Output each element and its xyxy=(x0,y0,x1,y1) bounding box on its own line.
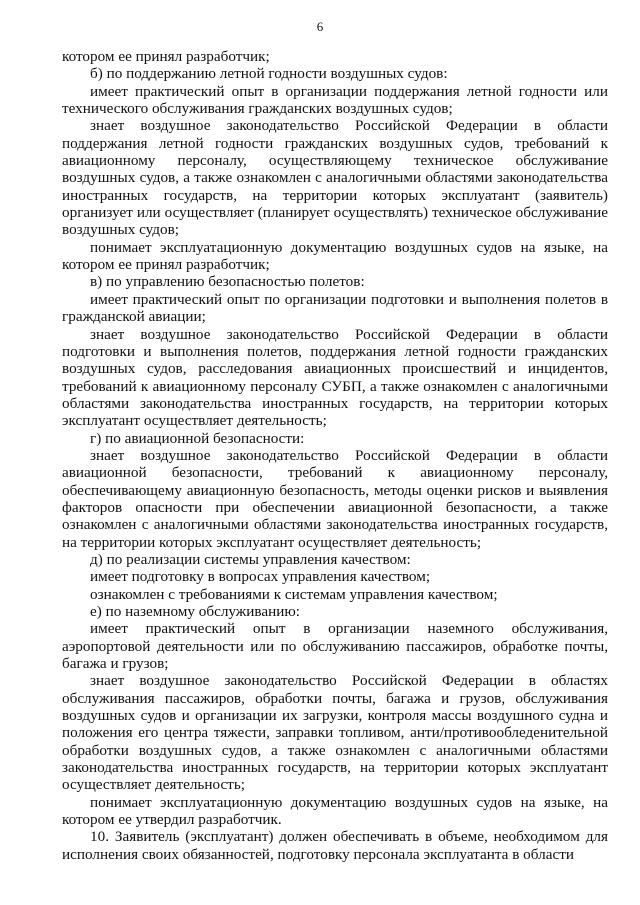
page-number: 6 xyxy=(316,19,324,34)
paragraph: имеет практический опыт в организации поддержания летной годности или технического обслуживания гражданских воздушных судов; xyxy=(62,82,608,118)
paragraph: знает воздушное законодательство Российской Федерации в областях обслуживания пассажиров, обработки почты, багажа и грузов, обслуживания воздушных судов и организации их загрузки, контроля массы воздушного судна и положения его центра тяжести, заправки топливом, анти/противообледенительной обработки воздушных судов, а также ознакомлен с аналогичными областями законодательства иностранных государств, на территории которых эксплуатант осуществляет деятельность; xyxy=(62,672,608,794)
paragraph: ознакомлен с требованиями к системам управления качеством; xyxy=(90,585,498,603)
numbered-clause-10: 10. Заявитель (эксплуатант) должен обеспечивать в объеме, необходимом для исполнения своих обязанностей, подготовку персонала эксплуатанта в области xyxy=(62,828,608,863)
paragraph: знает воздушное законодательство Российской Федерации в области авиационной безопасности, требований к авиационному персоналу, обеспечивающему авиационную безопасность, методы оценки рисков и выявления факторов опасности при обеспечении авиационной безопасности, а также ознакомлен с аналогичными областями законодательства иностранных государств, на территории которых эксплуатант осуществляет деятельность; xyxy=(62,446,608,551)
document-body xyxy=(62,48,608,863)
paragraph: понимает эксплуатационную документацию воздушных судов на языке, на котором ее принял разработчик; xyxy=(62,238,608,274)
paragraph: знает воздушное законодательство Российской Федерации в области поддержания летной годности гражданских воздушных судов, требований к авиационному персоналу, осуществляющему техническое обслуживание воздушных судов, а также ознакомлен с аналогичными областями законодательства иностранных государств, на территории которых эксплуатант (заявитель) организует или осуществляет (планирует осуществлять) техническое обслуживание воздушных судов; xyxy=(62,117,608,239)
paragraph: знает воздушное законодательство Российской Федерации в области подготовки и выполнения полетов, поддержания летной годности гражданских воздушных судов, расследования авиационных происшествий и инцидентов, требований к авиационному персоналу СУБП, а также ознакомлен с аналогичными областями законодательства иностранных государств, на территории которых эксплуатант осуществляет деятельность; xyxy=(62,325,608,430)
paragraph: имеет практический опыт по организации подготовки и выполнения полетов в гражданской авиации; xyxy=(62,290,608,326)
paragraph-continuation: котором ее принял разработчик; xyxy=(62,48,270,65)
paragraph: понимает эксплуатационную документацию воздушных судов на языке, на котором ее утвердил разработчик. xyxy=(62,793,608,829)
section-heading-airworthiness: б) по поддержанию летной годности воздушных судов: xyxy=(90,65,448,83)
section-heading-ground-handling: е) по наземному обслуживанию: xyxy=(90,603,300,620)
section-heading-quality-management: д) по реализации системы управления качеством: xyxy=(90,550,411,568)
paragraph: имеет практический опыт в организации наземного обслуживания, аэропортовой деятельности или по обслуживанию пассажиров, обработке почты, багажа и грузов; xyxy=(62,620,608,673)
section-heading-aviation-security: г) по авиационной безопасности: xyxy=(90,429,305,447)
section-heading-flight-safety: в) по управлению безопасностью полетов: xyxy=(90,273,365,291)
paragraph: имеет подготовку в вопросах управления качеством; xyxy=(90,568,431,586)
